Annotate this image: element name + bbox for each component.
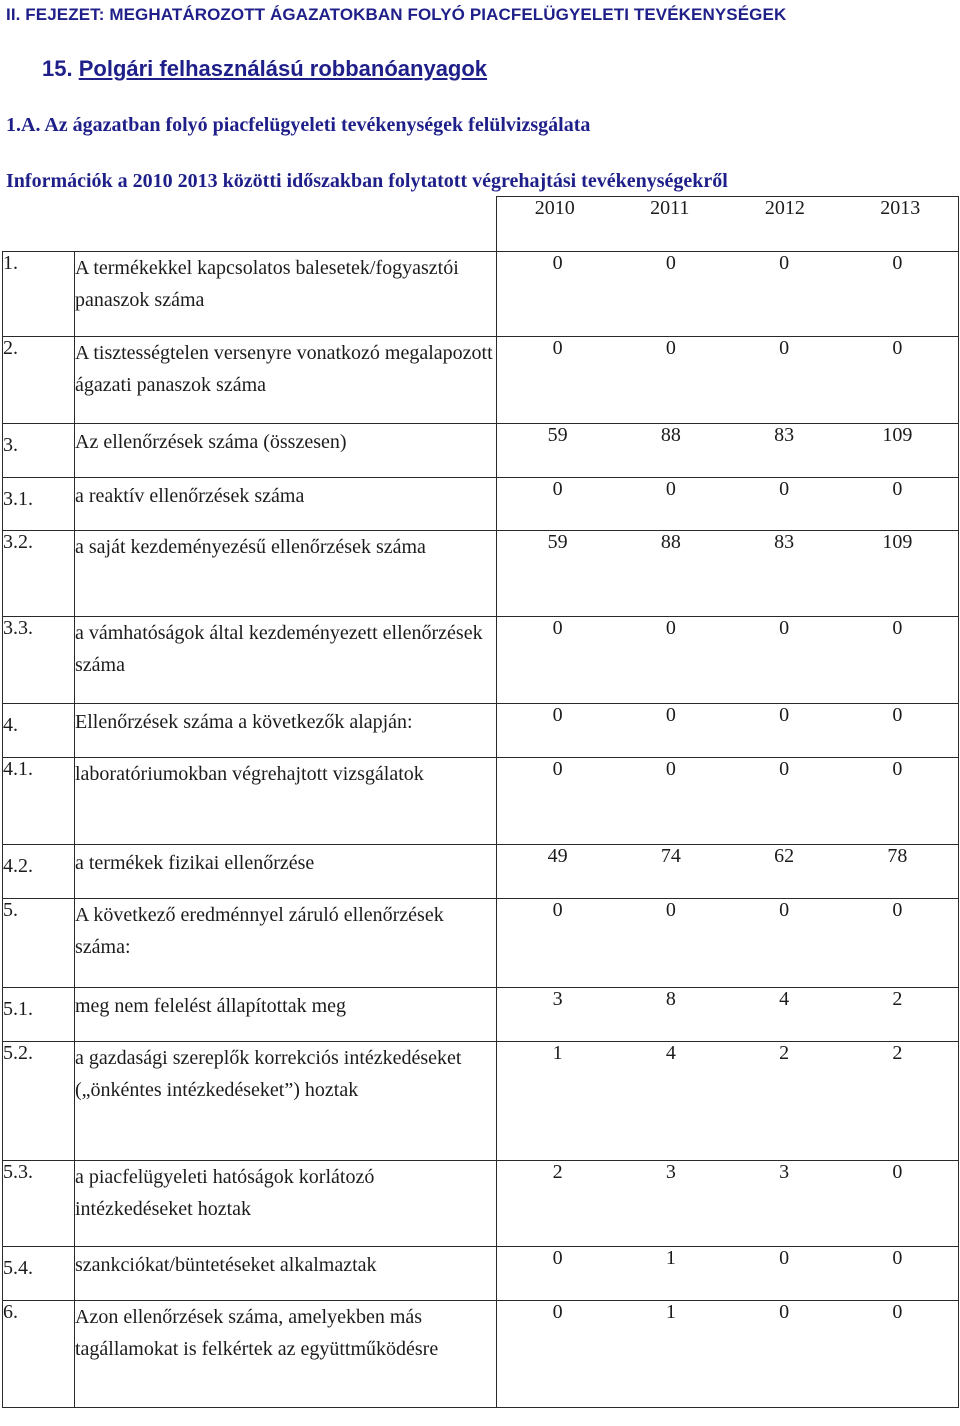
table-row — [3, 704, 959, 758]
row-label: a saját kezdeményezésű ellenőrzések száma — [75, 531, 497, 617]
year-2011: 2011 — [650, 197, 690, 219]
table-row — [3, 1301, 959, 1408]
row-values — [497, 758, 959, 845]
value-2011: 0 — [665, 899, 676, 921]
row-number: 4.1. — [3, 758, 75, 845]
value-2013: 0 — [892, 758, 903, 780]
value-2013: 0 — [892, 704, 903, 726]
value-2010: 0 — [552, 1247, 563, 1269]
row-values — [497, 1247, 959, 1301]
value-2010: 0 — [552, 337, 563, 359]
value-2011: 0 — [665, 704, 676, 726]
value-2011: 4 — [665, 1042, 676, 1064]
value-2011: 1 — [665, 1247, 676, 1269]
row-number: 5.1. — [3, 988, 75, 1042]
value-2010: 2 — [552, 1161, 563, 1183]
row-label: a termékek fizikai ellenőrzése — [75, 845, 497, 899]
table-row — [3, 337, 959, 424]
value-2013: 0 — [892, 1161, 903, 1183]
row-number: 6. — [3, 1301, 75, 1408]
value-2013: 0 — [892, 1301, 903, 1323]
row-number: 5.2. — [3, 1042, 75, 1161]
table-row — [3, 424, 959, 478]
table-row — [3, 1042, 959, 1161]
value-2013: 0 — [892, 1247, 903, 1269]
value-2010: 1 — [552, 1042, 563, 1064]
year-header-row — [3, 197, 959, 252]
row-label: A tisztességtelen versenyre vonatkozó megalapozott ágazati panaszok száma — [75, 337, 497, 424]
row-number: 5.4. — [3, 1247, 75, 1301]
value-2012: 83 — [774, 531, 795, 553]
value-2012: 0 — [779, 758, 790, 780]
value-2011: 8 — [665, 988, 676, 1010]
row-label: A következő eredménnyel záruló ellenőrzések száma: — [75, 899, 497, 988]
value-2011: 0 — [665, 337, 676, 359]
row-values — [497, 478, 959, 531]
value-2012: 0 — [779, 252, 790, 274]
value-2012: 0 — [779, 704, 790, 726]
row-values — [497, 252, 959, 337]
value-2010: 3 — [552, 988, 563, 1010]
value-2012: 0 — [779, 478, 790, 500]
row-label: a gazdasági szereplők korrekciós intézkedéseket („önkéntes intézkedéseket”) hoztak — [75, 1042, 497, 1161]
value-2010: 0 — [552, 704, 563, 726]
table-row — [3, 252, 959, 337]
row-label: szankciókat/büntetéseket alkalmaztak — [75, 1247, 497, 1301]
value-2011: 0 — [665, 478, 676, 500]
value-2012: 0 — [779, 1301, 790, 1323]
row-number: 3.3. — [3, 617, 75, 704]
row-values — [497, 617, 959, 704]
info-heading: Információk a 2010 2013 közötti időszakban folytatott végrehajtási tevékenységekről — [6, 170, 728, 192]
row-label: Ellenőrzések száma a következők alapján: — [75, 704, 497, 758]
value-2013: 109 — [882, 531, 913, 553]
table-row — [3, 478, 959, 531]
table-row — [3, 1161, 959, 1247]
value-2013: 0 — [892, 478, 903, 500]
value-2010: 49 — [547, 845, 568, 867]
header-blank — [3, 197, 497, 252]
row-number: 4.2. — [3, 845, 75, 899]
section-number: 15. — [42, 56, 73, 81]
table-row — [3, 845, 959, 899]
value-2011: 3 — [665, 1161, 676, 1183]
row-values — [497, 988, 959, 1042]
value-2011: 88 — [660, 531, 681, 553]
value-2010: 0 — [552, 899, 563, 921]
value-2010: 0 — [552, 252, 563, 274]
row-label: Azon ellenőrzések száma, amelyekben más tagállamokat is felkértek az együttműködésre — [75, 1301, 497, 1408]
subsection-heading: 1.A. Az ágazatban folyó piacfelügyeleti tevékenységek felülvizsgálata — [6, 114, 591, 136]
year-2010: 2010 — [534, 197, 575, 219]
value-2013: 2 — [892, 1042, 903, 1064]
value-2011: 1 — [665, 1301, 676, 1323]
row-values — [497, 337, 959, 424]
value-2011: 0 — [665, 617, 676, 639]
value-2010: 59 — [547, 531, 568, 553]
table-row — [3, 899, 959, 988]
row-number: 5.3. — [3, 1161, 75, 1247]
value-2012: 62 — [774, 845, 795, 867]
value-2013: 0 — [892, 252, 903, 274]
value-2013: 78 — [887, 845, 908, 867]
row-label: meg nem felelést állapítottak meg — [75, 988, 497, 1042]
value-2010: 0 — [552, 617, 563, 639]
row-values — [497, 899, 959, 988]
value-2011: 0 — [665, 252, 676, 274]
value-2013: 0 — [892, 337, 903, 359]
value-2010: 0 — [552, 478, 563, 500]
row-values — [497, 531, 959, 617]
value-2012: 0 — [779, 1247, 790, 1269]
row-values — [497, 424, 959, 478]
value-2012: 0 — [779, 899, 790, 921]
section-title: Polgári felhasználású robbanóanyagok — [78, 56, 488, 81]
row-label: a piacfelügyeleti hatóságok korlátozó intézkedéseket hoztak — [75, 1161, 497, 1247]
row-label: laboratóriumokban végrehajtott vizsgálatok — [75, 758, 497, 845]
row-number: 2. — [3, 337, 75, 424]
row-values — [497, 845, 959, 899]
year-2013: 2013 — [880, 197, 921, 219]
section-heading — [42, 56, 487, 82]
value-2013: 2 — [892, 988, 903, 1010]
value-2010: 0 — [552, 1301, 563, 1323]
value-2013: 109 — [882, 424, 913, 446]
value-2013: 0 — [892, 899, 903, 921]
value-2012: 83 — [774, 424, 795, 446]
value-2010: 59 — [547, 424, 568, 446]
row-values — [497, 704, 959, 758]
row-label: A termékekkel kapcsolatos balesetek/fogyasztói panaszok száma — [75, 252, 497, 337]
value-2012: 3 — [779, 1161, 790, 1183]
value-2012: 0 — [779, 617, 790, 639]
table-row — [3, 988, 959, 1042]
value-2012: 4 — [779, 988, 790, 1010]
value-2012: 2 — [779, 1042, 790, 1064]
year-2012: 2012 — [764, 197, 805, 219]
row-number: 3. — [3, 424, 75, 478]
value-2011: 74 — [660, 845, 681, 867]
year-header — [497, 197, 959, 252]
table-row — [3, 1247, 959, 1301]
row-values — [497, 1301, 959, 1408]
row-label: a reaktív ellenőrzések száma — [75, 478, 497, 531]
row-number: 1. — [3, 252, 75, 337]
row-number: 5. — [3, 899, 75, 988]
table-row — [3, 617, 959, 704]
row-label: a vámhatóságok által kezdeményezett ellenőrzések száma — [75, 617, 497, 704]
row-number: 3.1. — [3, 478, 75, 531]
value-2010: 0 — [552, 758, 563, 780]
value-2011: 0 — [665, 758, 676, 780]
enforcement-table — [2, 196, 959, 1408]
row-number: 3.2. — [3, 531, 75, 617]
row-values — [497, 1042, 959, 1161]
table-row — [3, 758, 959, 845]
value-2012: 0 — [779, 337, 790, 359]
row-label: Az ellenőrzések száma (összesen) — [75, 424, 497, 478]
row-values — [497, 1161, 959, 1247]
chapter-heading: II. FEJEZET: MEGHATÁROZOTT ÁGAZATOKBAN FOLYÓ PIACFELÜGYELETI TEVÉKENYSÉGEK — [6, 5, 787, 24]
table-row — [3, 531, 959, 617]
row-number: 4. — [3, 704, 75, 758]
value-2011: 88 — [660, 424, 681, 446]
value-2013: 0 — [892, 617, 903, 639]
